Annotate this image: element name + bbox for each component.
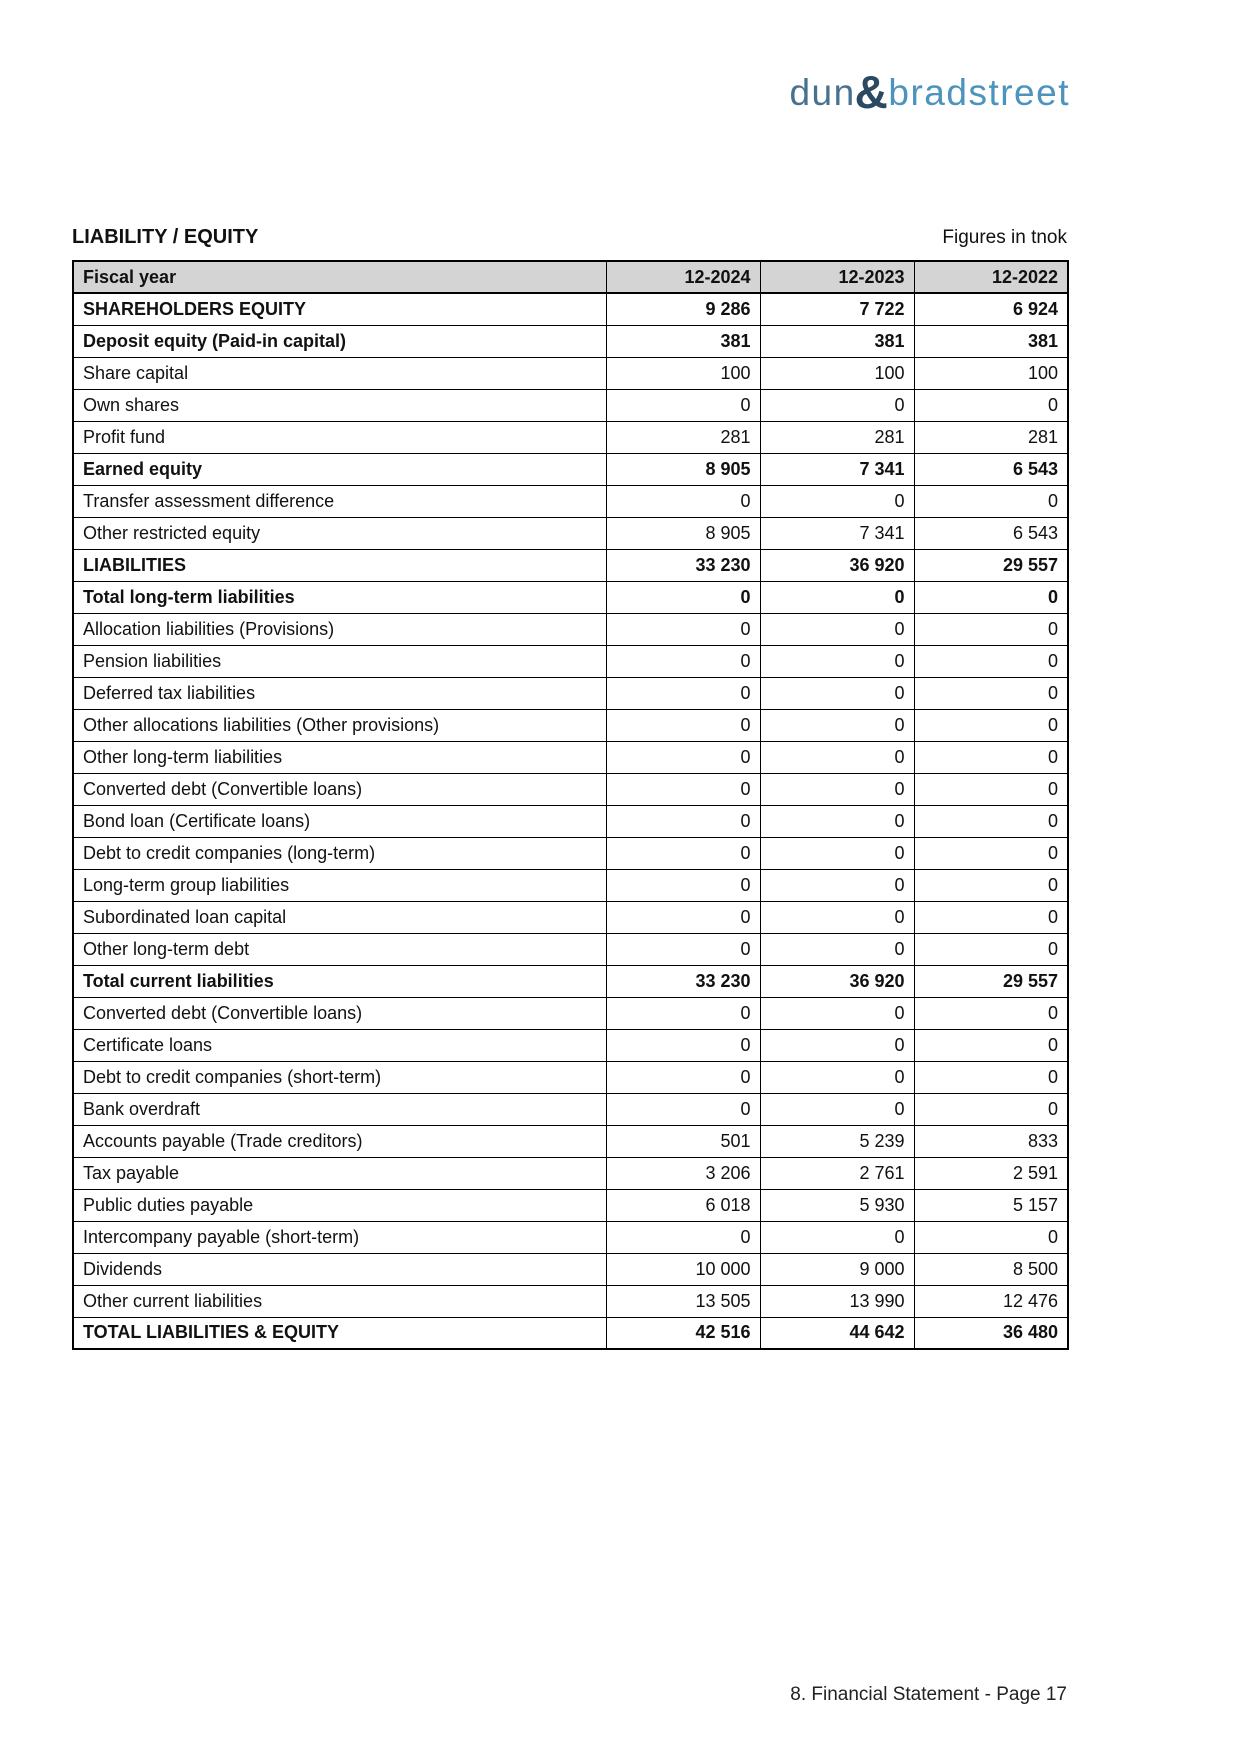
- row-value: 0: [606, 1061, 760, 1093]
- row-value: 0: [760, 773, 914, 805]
- logo-ampersand-icon: &: [854, 66, 890, 118]
- table-row: [73, 613, 1068, 645]
- row-label: Accounts payable (Trade creditors): [73, 1125, 606, 1157]
- table-row: [73, 645, 1068, 677]
- table-row: [73, 1221, 1068, 1253]
- row-value: 100: [760, 357, 914, 389]
- row-label: Subordinated loan capital: [73, 901, 606, 933]
- table-row: [73, 1317, 1068, 1349]
- year-column-header: 12-2023: [760, 261, 914, 293]
- table-row: [73, 325, 1068, 357]
- row-value: 7 341: [760, 517, 914, 549]
- row-value: 0: [606, 773, 760, 805]
- row-value: 0: [606, 581, 760, 613]
- table-row: [73, 389, 1068, 421]
- table-header-row: [73, 261, 1068, 293]
- table-row: [73, 1285, 1068, 1317]
- table-row: [73, 933, 1068, 965]
- row-value: 0: [914, 645, 1068, 677]
- row-value: 100: [914, 357, 1068, 389]
- row-label: Intercompany payable (short-term): [73, 1221, 606, 1253]
- row-value: 0: [760, 677, 914, 709]
- row-value: 0: [914, 709, 1068, 741]
- row-label: Public duties payable: [73, 1189, 606, 1221]
- row-label: Bank overdraft: [73, 1093, 606, 1125]
- row-value: 0: [760, 709, 914, 741]
- table-row: [73, 709, 1068, 741]
- row-value: 0: [914, 741, 1068, 773]
- row-value: 0: [606, 869, 760, 901]
- row-value: 0: [914, 613, 1068, 645]
- table-row: [73, 421, 1068, 453]
- row-value: 0: [606, 741, 760, 773]
- row-value: 381: [606, 325, 760, 357]
- row-value: 5 930: [760, 1189, 914, 1221]
- row-value: 100: [606, 357, 760, 389]
- table-row: [73, 837, 1068, 869]
- dun-and-bradstreet-logo: [789, 66, 1070, 118]
- fiscal-year-header: Fiscal year: [73, 261, 606, 293]
- row-value: 8 905: [606, 517, 760, 549]
- row-label: Dividends: [73, 1253, 606, 1285]
- row-label: Profit fund: [73, 421, 606, 453]
- row-value: 0: [760, 805, 914, 837]
- row-value: 0: [760, 389, 914, 421]
- row-value: 5 157: [914, 1189, 1068, 1221]
- row-value: 7 722: [760, 293, 914, 325]
- row-label: Other current liabilities: [73, 1285, 606, 1317]
- table-row: [73, 1125, 1068, 1157]
- row-value: 33 230: [606, 965, 760, 997]
- row-value: 2 591: [914, 1157, 1068, 1189]
- row-value: 0: [914, 805, 1068, 837]
- table-row: [73, 773, 1068, 805]
- row-value: 0: [606, 709, 760, 741]
- row-value: 0: [606, 837, 760, 869]
- table-row: [73, 1061, 1068, 1093]
- row-value: 0: [914, 901, 1068, 933]
- row-value: 0: [760, 901, 914, 933]
- row-label: Certificate loans: [73, 1029, 606, 1061]
- row-value: 281: [914, 421, 1068, 453]
- row-value: 10 000: [606, 1253, 760, 1285]
- row-label: Total long-term liabilities: [73, 581, 606, 613]
- row-value: 9 000: [760, 1253, 914, 1285]
- row-value: 0: [760, 1061, 914, 1093]
- table-row: [73, 1253, 1068, 1285]
- row-value: 6 543: [914, 517, 1068, 549]
- table-row: [73, 549, 1068, 581]
- row-label: LIABILITIES: [73, 549, 606, 581]
- row-value: 0: [606, 1029, 760, 1061]
- row-value: 0: [914, 869, 1068, 901]
- row-label: Converted debt (Convertible loans): [73, 997, 606, 1029]
- row-value: 13 505: [606, 1285, 760, 1317]
- row-value: 0: [760, 869, 914, 901]
- table-row: [73, 901, 1068, 933]
- row-value: 0: [914, 677, 1068, 709]
- table-row: [73, 677, 1068, 709]
- table-row: [73, 869, 1068, 901]
- page-footer: 8. Financial Statement - Page 17: [790, 1684, 1067, 1705]
- row-value: 6 018: [606, 1189, 760, 1221]
- row-label: Other allocations liabilities (Other provisions): [73, 709, 606, 741]
- row-value: 501: [606, 1125, 760, 1157]
- row-label: Bond loan (Certificate loans): [73, 805, 606, 837]
- row-label: Debt to credit companies (long-term): [73, 837, 606, 869]
- row-value: 0: [606, 1093, 760, 1125]
- table-row: [73, 581, 1068, 613]
- row-value: 36 920: [760, 965, 914, 997]
- row-value: 0: [914, 389, 1068, 421]
- row-value: 0: [606, 1221, 760, 1253]
- row-value: 7 341: [760, 453, 914, 485]
- year-column-header: 12-2022: [914, 261, 1068, 293]
- logo-text-dun: dun: [789, 72, 856, 113]
- row-label: Debt to credit companies (short-term): [73, 1061, 606, 1093]
- row-label: TOTAL LIABILITIES & EQUITY: [73, 1317, 606, 1349]
- row-value: 36 920: [760, 549, 914, 581]
- row-value: 0: [760, 613, 914, 645]
- row-value: 0: [760, 645, 914, 677]
- table-row: [73, 293, 1068, 325]
- row-value: 29 557: [914, 549, 1068, 581]
- row-value: 0: [606, 645, 760, 677]
- row-label: Long-term group liabilities: [73, 869, 606, 901]
- table-row: [73, 1093, 1068, 1125]
- year-column-header: 12-2024: [606, 261, 760, 293]
- row-value: 0: [606, 901, 760, 933]
- row-value: 0: [914, 837, 1068, 869]
- liability-equity-table: [72, 260, 1069, 1350]
- table-row: [73, 741, 1068, 773]
- row-label: Transfer assessment difference: [73, 485, 606, 517]
- row-value: 0: [914, 1221, 1068, 1253]
- row-value: 0: [760, 997, 914, 1029]
- row-value: 281: [760, 421, 914, 453]
- row-value: 0: [606, 677, 760, 709]
- row-value: 36 480: [914, 1317, 1068, 1349]
- row-label: SHAREHOLDERS EQUITY: [73, 293, 606, 325]
- row-value: 29 557: [914, 965, 1068, 997]
- row-value: 6 924: [914, 293, 1068, 325]
- table-row: [73, 1157, 1068, 1189]
- row-value: 12 476: [914, 1285, 1068, 1317]
- row-value: 0: [760, 1029, 914, 1061]
- row-value: 0: [914, 773, 1068, 805]
- row-label: Share capital: [73, 357, 606, 389]
- row-value: 5 239: [760, 1125, 914, 1157]
- liability-equity-table-container: [72, 260, 1069, 1350]
- row-value: 0: [606, 389, 760, 421]
- row-value: 0: [606, 997, 760, 1029]
- row-label: Other long-term debt: [73, 933, 606, 965]
- table-row: [73, 453, 1068, 485]
- row-value: 3 206: [606, 1157, 760, 1189]
- row-label: Other restricted equity: [73, 517, 606, 549]
- row-value: 42 516: [606, 1317, 760, 1349]
- row-value: 9 286: [606, 293, 760, 325]
- row-label: Tax payable: [73, 1157, 606, 1189]
- row-value: 0: [760, 581, 914, 613]
- row-value: 0: [760, 741, 914, 773]
- row-value: 0: [914, 1029, 1068, 1061]
- row-value: 281: [606, 421, 760, 453]
- row-value: 0: [606, 933, 760, 965]
- row-label: Converted debt (Convertible loans): [73, 773, 606, 805]
- row-value: 0: [760, 1221, 914, 1253]
- row-label: Allocation liabilities (Provisions): [73, 613, 606, 645]
- table-row: [73, 1189, 1068, 1221]
- row-value: 0: [760, 933, 914, 965]
- page-title: LIABILITY / EQUITY: [72, 226, 259, 248]
- row-value: 44 642: [760, 1317, 914, 1349]
- row-label: Other long-term liabilities: [73, 741, 606, 773]
- table-row: [73, 805, 1068, 837]
- row-value: 381: [760, 325, 914, 357]
- row-label: Deposit equity (Paid-in capital): [73, 325, 606, 357]
- unit-note: Figures in tnok: [942, 227, 1067, 248]
- row-value: 833: [914, 1125, 1068, 1157]
- row-label: Own shares: [73, 389, 606, 421]
- row-value: 6 543: [914, 453, 1068, 485]
- row-value: 0: [914, 1093, 1068, 1125]
- row-value: 0: [914, 1061, 1068, 1093]
- table-row: [73, 997, 1068, 1029]
- table-row: [73, 1029, 1068, 1061]
- row-label: Total current liabilities: [73, 965, 606, 997]
- row-value: 0: [760, 837, 914, 869]
- row-value: 0: [914, 933, 1068, 965]
- row-value: 33 230: [606, 549, 760, 581]
- row-value: 0: [760, 1093, 914, 1125]
- row-value: 381: [914, 325, 1068, 357]
- row-label: Pension liabilities: [73, 645, 606, 677]
- row-value: 0: [914, 485, 1068, 517]
- table-row: [73, 357, 1068, 389]
- row-value: 2 761: [760, 1157, 914, 1189]
- row-value: 0: [914, 581, 1068, 613]
- table-row: [73, 965, 1068, 997]
- row-value: 0: [760, 485, 914, 517]
- table-row: [73, 485, 1068, 517]
- row-value: 0: [606, 485, 760, 517]
- row-value: 8 500: [914, 1253, 1068, 1285]
- row-value: 0: [606, 613, 760, 645]
- row-label: Deferred tax liabilities: [73, 677, 606, 709]
- logo-text-bradstreet: bradstreet: [888, 72, 1070, 113]
- row-label: Earned equity: [73, 453, 606, 485]
- row-value: 8 905: [606, 453, 760, 485]
- row-value: 0: [914, 997, 1068, 1029]
- row-value: 0: [606, 805, 760, 837]
- row-value: 13 990: [760, 1285, 914, 1317]
- table-row: [73, 517, 1068, 549]
